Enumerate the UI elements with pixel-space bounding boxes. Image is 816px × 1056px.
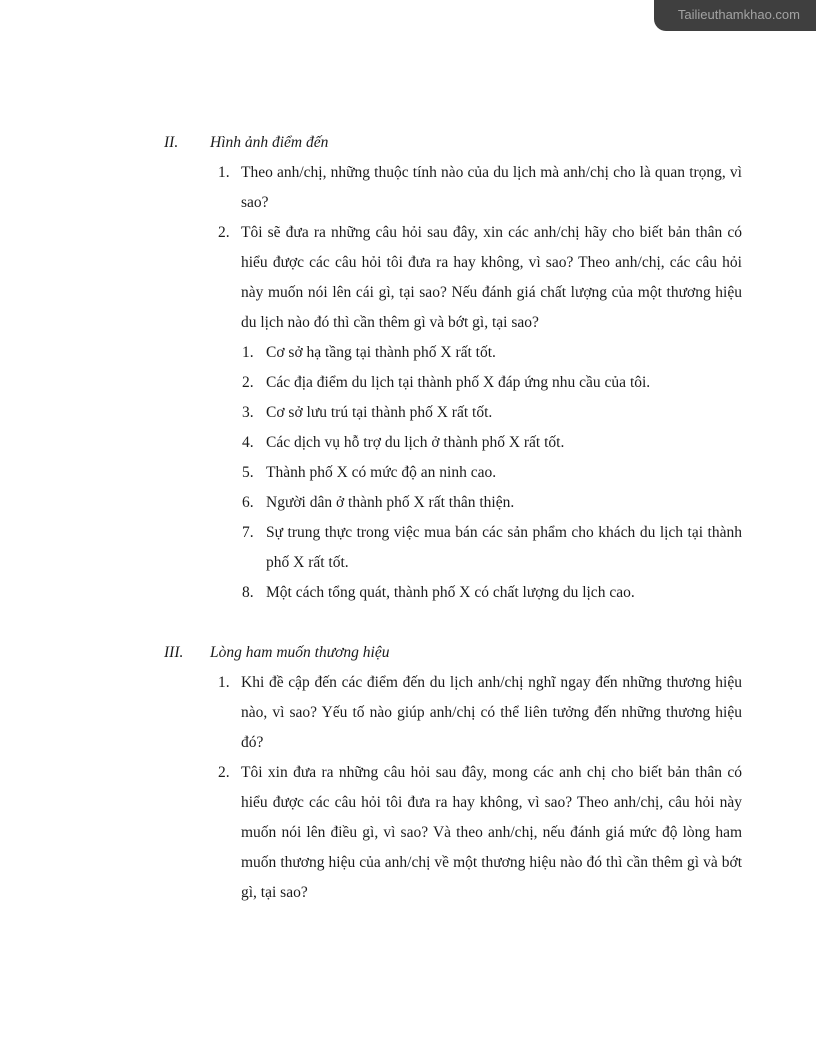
item-text: Tôi sẽ đưa ra những câu hỏi sau đây, xin các anh/chị hãy cho biết bản thân có hiểu được các câu hỏi tôi đưa ra hay không, vì sao? Theo anh/chị, các câu hỏi này muốn nói lên cái gì, tại sao? Nếu đánh giá chất lượng của một thương hiệu du lịch nào đó thì cần thêm gì và bớt gì, tại sao? xyxy=(241,224,742,331)
list-item xyxy=(218,668,742,758)
watermark-label: Tailieuthamkhao.com xyxy=(654,0,816,31)
item-number: 1. xyxy=(218,674,230,691)
sub-item-text: Các dịch vụ hỗ trợ du lịch ở thành phố X rất tốt. xyxy=(266,434,565,451)
sub-item-text: Người dân ở thành phố X rất thân thiện. xyxy=(266,494,515,511)
sub-list-item xyxy=(242,488,742,518)
item-text: Tôi xin đưa ra những câu hỏi sau đây, mong các anh chị cho biết bản thân có hiểu được các câu hỏi tôi đưa ra hay không, vì sao? Theo anh/chị, câu hỏi này muốn nói lên điều gì, vì sao? Và theo anh/chị, nếu đánh giá mức độ lòng ham muốn thương hiệu của anh/chị về một thương hiệu nào đó thì cần thêm gì và bớt gì, tại sao? xyxy=(241,764,742,901)
section-title: Lòng ham muốn thương hiệu xyxy=(210,644,390,661)
sub-item-text: Thành phố X có mức độ an ninh cao. xyxy=(266,464,497,481)
sub-list-item xyxy=(242,428,742,458)
sub-list-item xyxy=(242,578,742,608)
sub-item-number: 4. xyxy=(242,434,254,451)
sub-item-number: 7. xyxy=(242,524,254,541)
sub-list-item xyxy=(242,398,742,428)
sub-item-number: 5. xyxy=(242,464,254,481)
sub-list-item xyxy=(242,338,742,368)
sub-item-text: Cơ sở lưu trú tại thành phố X rất tốt. xyxy=(266,404,493,421)
item-number: 1. xyxy=(218,164,230,181)
section-number: III. xyxy=(164,644,184,661)
sub-item-text: Cơ sở hạ tầng tại thành phố X rất tốt. xyxy=(266,344,496,361)
sub-item-text: Sự trung thực trong việc mua bán các sản phẩm cho khách du lịch tại thành phố X rất tốt. xyxy=(266,524,742,571)
sub-list-item xyxy=(242,458,742,488)
list-item xyxy=(218,758,742,908)
sub-item-number: 2. xyxy=(242,374,254,391)
list-item xyxy=(218,158,742,218)
sub-list-item xyxy=(242,368,742,398)
section-number: II. xyxy=(164,134,179,151)
section-title: Hình ảnh điểm đến xyxy=(210,134,329,151)
sub-item-number: 3. xyxy=(242,404,254,421)
document-content xyxy=(164,128,742,908)
item-text: Theo anh/chị, những thuộc tính nào của du lịch mà anh/chị cho là quan trọng, vì sao? xyxy=(241,164,742,211)
item-text: Khi đề cập đến các điểm đến du lịch anh/chị nghĩ ngay đến những thương hiệu nào, vì sao? Yếu tố nào giúp anh/chị có thể liên tưởng đến những thương hiệu đó? xyxy=(241,674,742,751)
sub-item-text: Các địa điểm du lịch tại thành phố X đáp ứng nhu cầu của tôi. xyxy=(266,374,651,391)
item-number: 2. xyxy=(218,224,230,241)
section-heading xyxy=(164,638,742,668)
section xyxy=(164,638,742,908)
sub-item-number: 1. xyxy=(242,344,254,361)
list-item xyxy=(218,218,742,338)
sub-item-number: 6. xyxy=(242,494,254,511)
sub-item-text: Một cách tổng quát, thành phố X có chất lượng du lịch cao. xyxy=(266,584,635,601)
item-number: 2. xyxy=(218,764,230,781)
section-heading xyxy=(164,128,742,158)
sub-item-number: 8. xyxy=(242,584,254,601)
section xyxy=(164,128,742,608)
sub-list-item xyxy=(242,518,742,578)
